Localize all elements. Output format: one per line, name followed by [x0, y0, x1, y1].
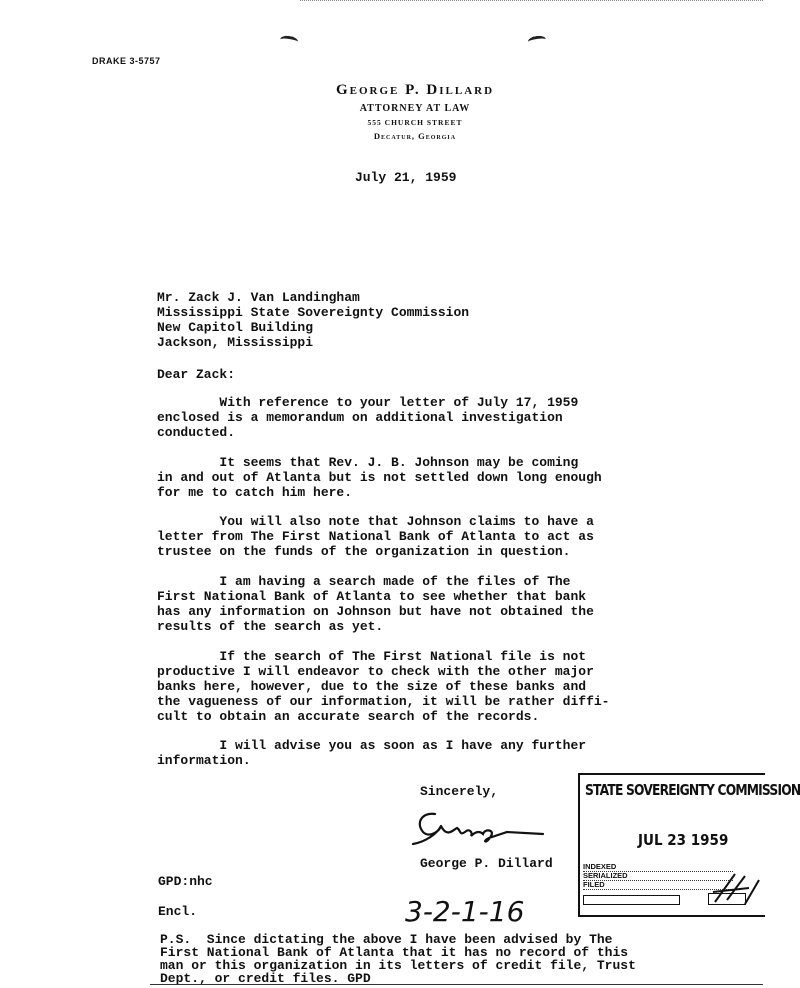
- stamp-initials-mark: [705, 870, 765, 910]
- salutation: Dear Zack:: [157, 367, 236, 382]
- stamp-label-filed: FILED: [583, 881, 733, 890]
- stamp-box: [583, 895, 680, 905]
- letter-date: July 21, 1959: [355, 170, 457, 185]
- letterhead-street: 555 CHURCH STREET: [367, 118, 463, 127]
- body-paragraph: If the search of The First National file is not productive I will endeavor to check with the other major banks here, however, due to the size of these banks and the vagueness of our information, it will be rather diffi- cult to obtain an accurate search of the records.: [157, 649, 610, 724]
- body-paragraph: You will also note that Johnson claims to have a letter from The First National Bank of Atlanta to act as trustee on the funds of the organization in question.: [157, 514, 594, 559]
- recipient-line: Jackson, Mississippi: [157, 335, 314, 350]
- recipient-line: New Capitol Building: [157, 320, 314, 335]
- typist-initials: GPD:nhc: [158, 874, 213, 889]
- recipient-line: Mississippi State Sovereignty Commission: [157, 305, 470, 320]
- letterhead-title: ATTORNEY AT LAW: [359, 103, 471, 114]
- signer-name: George P. Dillard: [420, 856, 553, 871]
- received-stamp: [578, 773, 800, 917]
- phone-number: DRAKE 3-5757: [92, 56, 161, 66]
- signature-image: [405, 808, 545, 848]
- body-paragraph: With reference to your letter of July 17, 1959 enclosed is a memorandum on additional investigation conducted.: [157, 395, 579, 440]
- letterhead-city: Decatur, Georgia: [373, 131, 457, 141]
- body-paragraph: I will advise you as soon as I have any further information.: [157, 738, 587, 768]
- enclosure-note: Encl.: [158, 904, 198, 919]
- closing: Sincerely,: [420, 784, 499, 799]
- body-paragraph: I am having a search made of the files of The First National Bank of Atlanta to see whether that bank has any information on Johnson but have not obtained the results of the search as yet.: [157, 574, 594, 634]
- handwritten-file-number: 3-2-1-16: [405, 895, 525, 928]
- recipient-block: [157, 290, 469, 350]
- body-paragraph: It seems that Rev. J. B. Johnson may be coming in and out of Atlanta but is not settled down long enough for me to catch him here.: [157, 455, 602, 500]
- top-rule: [300, 0, 763, 1]
- letterhead: [290, 82, 540, 141]
- punch-hole-mark: [527, 35, 546, 46]
- punch-hole-mark: [279, 35, 298, 46]
- stamp-title: STATE SOVEREIGNTY COMMISSION: [585, 781, 800, 799]
- stamp-date: JUL 23 1959: [638, 831, 729, 849]
- postscript: P.S. Since dictating the above I have been advised by The First National Bank of Atlanta that it has no record of this man or this organization in its letters of credit file, Trust Dept., or credit files. GPD: [160, 932, 636, 986]
- stamp-label-indexed: INDEXED: [583, 863, 733, 872]
- bottom-rule: [150, 984, 763, 985]
- stamp-label-serialized: SERIALIZED: [583, 872, 733, 881]
- letterhead-name: George P. Dillard: [335, 82, 495, 98]
- recipient-line: Mr. Zack J. Van Landingham: [157, 290, 360, 305]
